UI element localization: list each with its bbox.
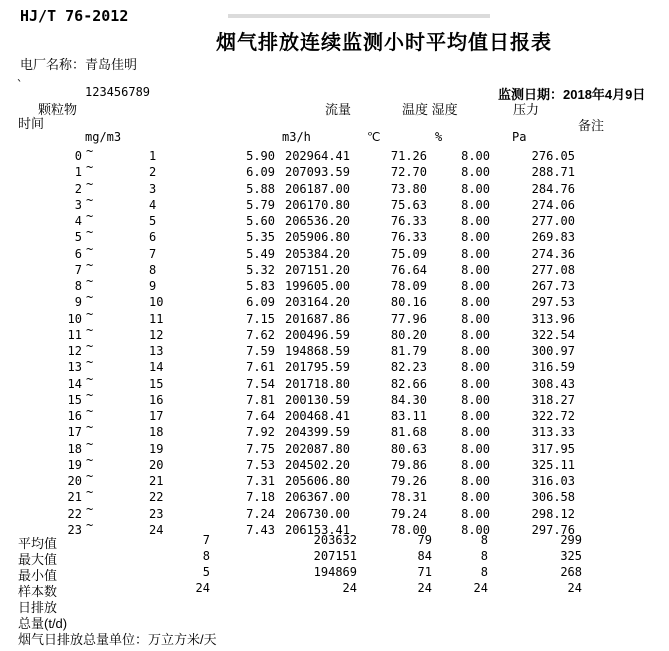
cell-end: 20 (149, 458, 164, 472)
cell-tilde: ~ (86, 420, 94, 434)
cell-flow: 205906.80 (284, 230, 350, 244)
plant-name-line: 电厂名称：青岛佳明 (20, 57, 138, 72)
cell-tilde: ~ (86, 502, 94, 516)
cell-tilde: ~ (86, 518, 94, 532)
cell-hum: 8.00 (461, 295, 490, 309)
cell-tilde: ~ (86, 209, 94, 223)
cell-end: 13 (149, 344, 164, 358)
cell-end: 17 (149, 409, 164, 423)
cell-start: 17 (67, 425, 82, 439)
cell-hum: 8.00 (461, 149, 490, 163)
cell-temp: 71.26 (390, 149, 427, 163)
cell-start: 16 (67, 409, 82, 423)
summary-cell-press: 299 (560, 533, 582, 547)
cell-press: 318.27 (531, 393, 575, 407)
cell-temp: 80.63 (390, 442, 427, 456)
serial-number: 123456789 (85, 85, 151, 99)
cell-tilde: ~ (86, 453, 94, 467)
cell-start: 22 (67, 507, 82, 521)
cell-start: 18 (67, 442, 82, 456)
summary-row (0, 549, 669, 565)
cell-pm: 5.90 (246, 149, 275, 163)
cell-temp: 84.30 (390, 393, 427, 407)
cell-flow: 204399.59 (284, 425, 350, 439)
cell-start: 12 (67, 344, 82, 358)
summary-cell-hum: 8 (480, 549, 488, 563)
cell-temp: 81.68 (390, 425, 427, 439)
cell-pm: 6.09 (246, 165, 275, 179)
summary-cell-press: 268 (560, 565, 582, 579)
cell-start: 0 (74, 149, 82, 163)
cell-temp: 82.23 (390, 360, 427, 374)
cell-press: 300.97 (531, 344, 575, 358)
cell-hum: 8.00 (461, 198, 490, 212)
cell-flow: 207093.59 (284, 165, 350, 179)
cell-tilde: ~ (86, 225, 94, 239)
cell-temp: 73.80 (390, 182, 427, 196)
cell-hum: 8.00 (461, 507, 490, 521)
cell-press: 298.12 (531, 507, 575, 521)
cell-press: 313.96 (531, 312, 575, 326)
cell-flow: 201718.80 (284, 377, 350, 391)
cell-pm: 7.64 (246, 409, 275, 423)
cell-hum: 8.00 (461, 344, 490, 358)
cell-start: 9 (74, 295, 82, 309)
cell-temp: 77.96 (390, 312, 427, 326)
cell-press: 284.76 (531, 182, 575, 196)
cell-tilde: ~ (86, 355, 94, 369)
cell-end: 6 (149, 230, 157, 244)
page-title: 烟气排放连续监测小时平均值日报表 (216, 32, 552, 54)
cell-hum: 8.00 (461, 312, 490, 326)
cell-pm: 5.49 (246, 247, 275, 261)
cell-pm: 7.31 (246, 474, 275, 488)
summary-cell-hum: 24 (473, 581, 488, 595)
cell-tilde: ~ (86, 177, 94, 191)
cell-press: 322.54 (531, 328, 575, 342)
summary-label: 平均值 (18, 536, 58, 551)
footer-total-label: 总量(t/d) (18, 616, 68, 631)
cell-end: 24 (149, 523, 164, 537)
cell-tilde: ~ (86, 404, 94, 418)
cell-hum: 8.00 (461, 247, 490, 261)
summary-cell-hum: 8 (480, 533, 488, 547)
cell-tilde: ~ (86, 307, 94, 321)
cell-flow: 205606.80 (284, 474, 350, 488)
cell-end: 8 (149, 263, 157, 277)
cell-hum: 8.00 (461, 490, 490, 504)
cell-hum: 8.00 (461, 165, 490, 179)
cell-hum: 8.00 (461, 474, 490, 488)
cell-temp: 75.09 (390, 247, 427, 261)
cell-flow: 200468.41 (284, 409, 350, 423)
cell-flow: 201687.86 (284, 312, 350, 326)
cell-temp: 75.63 (390, 198, 427, 212)
cell-tilde: ~ (86, 339, 94, 353)
cell-end: 11 (149, 312, 164, 326)
cell-tilde: ~ (86, 193, 94, 207)
cell-end: 22 (149, 490, 164, 504)
summary-cell-pm: 5 (202, 565, 210, 579)
cell-end: 15 (149, 377, 164, 391)
column-header-time: 时间 (18, 116, 45, 131)
cell-end: 23 (149, 507, 164, 521)
column-header-pm: 颗粒物 (38, 102, 78, 117)
cell-tilde: ~ (86, 144, 94, 158)
cell-temp: 80.20 (390, 328, 427, 342)
column-header-pressure: 压力 (513, 102, 540, 117)
cell-flow: 206730.00 (284, 507, 350, 521)
cell-flow: 205384.20 (284, 247, 350, 261)
cell-press: 297.76 (531, 523, 575, 537)
cell-flow: 200130.59 (284, 393, 350, 407)
cell-tilde: ~ (86, 437, 94, 451)
cell-hum: 8.00 (461, 442, 490, 456)
cell-pm: 5.60 (246, 214, 275, 228)
cell-hum: 8.00 (461, 182, 490, 196)
cell-tilde: ~ (86, 290, 94, 304)
cell-press: 274.36 (531, 247, 575, 261)
cell-end: 5 (149, 214, 157, 228)
cell-start: 21 (67, 490, 82, 504)
cell-temp: 83.11 (390, 409, 427, 423)
cell-pm: 7.53 (246, 458, 275, 472)
cell-hum: 8.00 (461, 523, 490, 537)
cell-end: 18 (149, 425, 164, 439)
cell-flow: 206153.41 (284, 523, 350, 537)
cell-temp: 80.16 (390, 295, 427, 309)
cell-press: 276.05 (531, 149, 575, 163)
summary-row (0, 581, 669, 597)
cell-temp: 81.79 (390, 344, 427, 358)
column-header-temp-humidity: 温度 湿度 (402, 102, 458, 117)
cell-end: 9 (149, 279, 157, 293)
cell-press: 267.73 (531, 279, 575, 293)
cell-hum: 8.00 (461, 214, 490, 228)
cell-temp: 78.00 (390, 523, 427, 537)
cell-hum: 8.00 (461, 458, 490, 472)
cell-end: 2 (149, 165, 157, 179)
cell-tilde: ~ (86, 485, 94, 499)
unit-pressure: Pa (512, 130, 527, 144)
cell-start: 19 (67, 458, 82, 472)
cell-pm: 7.54 (246, 377, 275, 391)
cell-end: 12 (149, 328, 164, 342)
cell-start: 11 (67, 328, 82, 342)
cell-hum: 8.00 (461, 377, 490, 391)
cell-press: 277.08 (531, 263, 575, 277)
cell-tilde: ~ (86, 388, 94, 402)
cell-pm: 5.88 (246, 182, 275, 196)
column-header-remark: 备注 (578, 118, 605, 133)
cell-pm: 7.81 (246, 393, 275, 407)
cell-tilde: ~ (86, 372, 94, 386)
summary-cell-temp: 84 (417, 549, 432, 563)
cell-start: 2 (74, 182, 82, 196)
cell-end: 19 (149, 442, 164, 456)
summary-label: 最大值 (18, 552, 58, 567)
summary-cell-temp: 71 (417, 565, 432, 579)
cell-pm: 7.62 (246, 328, 275, 342)
cell-hum: 8.00 (461, 393, 490, 407)
cell-start: 10 (67, 312, 82, 326)
cell-flow: 206367.00 (284, 490, 350, 504)
cell-press: 288.71 (531, 165, 575, 179)
cell-start: 1 (74, 165, 82, 179)
tick-mark: ` (16, 78, 24, 92)
cell-flow: 194868.59 (284, 344, 350, 358)
cell-temp: 72.70 (390, 165, 427, 179)
cell-pm: 7.92 (246, 425, 275, 439)
summary-label: 样本数 (18, 584, 58, 599)
summary-cell-pm: 24 (195, 581, 210, 595)
cell-hum: 8.00 (461, 328, 490, 342)
cell-temp: 79.24 (390, 507, 427, 521)
cell-press: 269.83 (531, 230, 575, 244)
cell-temp: 76.33 (390, 214, 427, 228)
cell-pm: 7.43 (246, 523, 275, 537)
cell-press: 308.43 (531, 377, 575, 391)
cell-flow: 206536.20 (284, 214, 350, 228)
cell-hum: 8.00 (461, 425, 490, 439)
cell-start: 6 (74, 247, 82, 261)
cell-press: 306.58 (531, 490, 575, 504)
summary-cell-temp: 24 (417, 581, 432, 595)
cell-flow: 200496.59 (284, 328, 350, 342)
cell-press: 316.59 (531, 360, 575, 374)
cell-end: 4 (149, 198, 157, 212)
cell-press: 277.00 (531, 214, 575, 228)
cell-flow: 202087.80 (284, 442, 350, 456)
cell-end: 21 (149, 474, 164, 488)
cell-pm: 7.18 (246, 490, 275, 504)
cell-start: 3 (74, 198, 82, 212)
cell-pm: 5.32 (246, 263, 275, 277)
cell-pm: 5.35 (246, 230, 275, 244)
summary-cell-press: 24 (567, 581, 582, 595)
cell-temp: 79.26 (390, 474, 427, 488)
cell-end: 7 (149, 247, 157, 261)
cell-flow: 204502.20 (284, 458, 350, 472)
summary-cell-flow: 24 (342, 581, 357, 595)
cell-end: 16 (149, 393, 164, 407)
cell-start: 5 (74, 230, 82, 244)
cell-pm: 6.09 (246, 295, 275, 309)
cell-pm: 7.15 (246, 312, 275, 326)
summary-cell-flow: 203632 (313, 533, 357, 547)
summary-row (0, 533, 669, 549)
cell-start: 8 (74, 279, 82, 293)
cell-temp: 76.64 (390, 263, 427, 277)
summary-cell-temp: 79 (417, 533, 432, 547)
unit-humidity: % (435, 130, 443, 144)
cell-pm: 7.59 (246, 344, 275, 358)
cell-press: 313.33 (531, 425, 575, 439)
cell-temp: 76.33 (390, 230, 427, 244)
cell-flow: 203164.20 (284, 295, 350, 309)
cell-pm: 5.79 (246, 198, 275, 212)
cell-start: 4 (74, 214, 82, 228)
cell-hum: 8.00 (461, 360, 490, 374)
cell-end: 3 (149, 182, 157, 196)
cell-flow: 206187.00 (284, 182, 350, 196)
summary-cell-flow: 207151 (313, 549, 357, 563)
cell-press: 274.06 (531, 198, 575, 212)
cell-start: 15 (67, 393, 82, 407)
cell-tilde: ~ (86, 160, 94, 174)
cell-tilde: ~ (86, 242, 94, 256)
monitoring-date: 监测日期：2018年4月9日 (498, 87, 646, 102)
cell-temp: 82.66 (390, 377, 427, 391)
summary-cell-press: 325 (560, 549, 582, 563)
cell-pm: 5.83 (246, 279, 275, 293)
summary-cell-hum: 8 (480, 565, 488, 579)
cell-hum: 8.00 (461, 409, 490, 423)
cell-end: 14 (149, 360, 164, 374)
cell-start: 13 (67, 360, 82, 374)
cell-flow: 201795.59 (284, 360, 350, 374)
cell-start: 7 (74, 263, 82, 277)
cell-temp: 78.31 (390, 490, 427, 504)
cell-flow: 199605.00 (284, 279, 350, 293)
column-header-flow: 流量 (325, 102, 352, 117)
standard-code: HJ/T 76-2012 (20, 7, 129, 25)
footer-daily-emission-label: 日排放 (18, 600, 58, 615)
cell-press: 317.95 (531, 442, 575, 456)
cell-start: 20 (67, 474, 82, 488)
cell-pm: 7.61 (246, 360, 275, 374)
unit-temperature: ℃ (367, 130, 381, 144)
cell-flow: 206170.80 (284, 198, 350, 212)
cell-pm: 7.75 (246, 442, 275, 456)
cell-tilde: ~ (86, 469, 94, 483)
cell-flow: 202964.41 (284, 149, 350, 163)
cell-press: 325.11 (531, 458, 575, 472)
footer-unit-note: 烟气日排放总量单位：万立方米/天 (18, 632, 217, 647)
cell-end: 1 (149, 149, 157, 163)
cell-pm: 7.24 (246, 507, 275, 521)
cell-press: 322.72 (531, 409, 575, 423)
cell-tilde: ~ (86, 274, 94, 288)
cell-press: 297.53 (531, 295, 575, 309)
summary-cell-pm: 8 (202, 549, 210, 563)
cell-hum: 8.00 (461, 279, 490, 293)
cell-tilde: ~ (86, 323, 94, 337)
cell-temp: 79.86 (390, 458, 427, 472)
summary-label: 最小值 (18, 568, 58, 583)
cell-start: 14 (67, 377, 82, 391)
unit-flow: m3/h (282, 130, 311, 144)
summary-cell-pm: 7 (202, 533, 210, 547)
unit-pm: mg/m3 (85, 130, 122, 144)
cell-hum: 8.00 (461, 263, 490, 277)
cell-flow: 207151.20 (284, 263, 350, 277)
cell-press: 316.03 (531, 474, 575, 488)
summary-row (0, 565, 669, 581)
summary-cell-flow: 194869 (313, 565, 357, 579)
cell-tilde: ~ (86, 258, 94, 272)
cell-temp: 78.09 (390, 279, 427, 293)
cell-end: 10 (149, 295, 164, 309)
cell-hum: 8.00 (461, 230, 490, 244)
cell-start: 23 (67, 523, 82, 537)
scan-artifact-line (228, 14, 490, 18)
